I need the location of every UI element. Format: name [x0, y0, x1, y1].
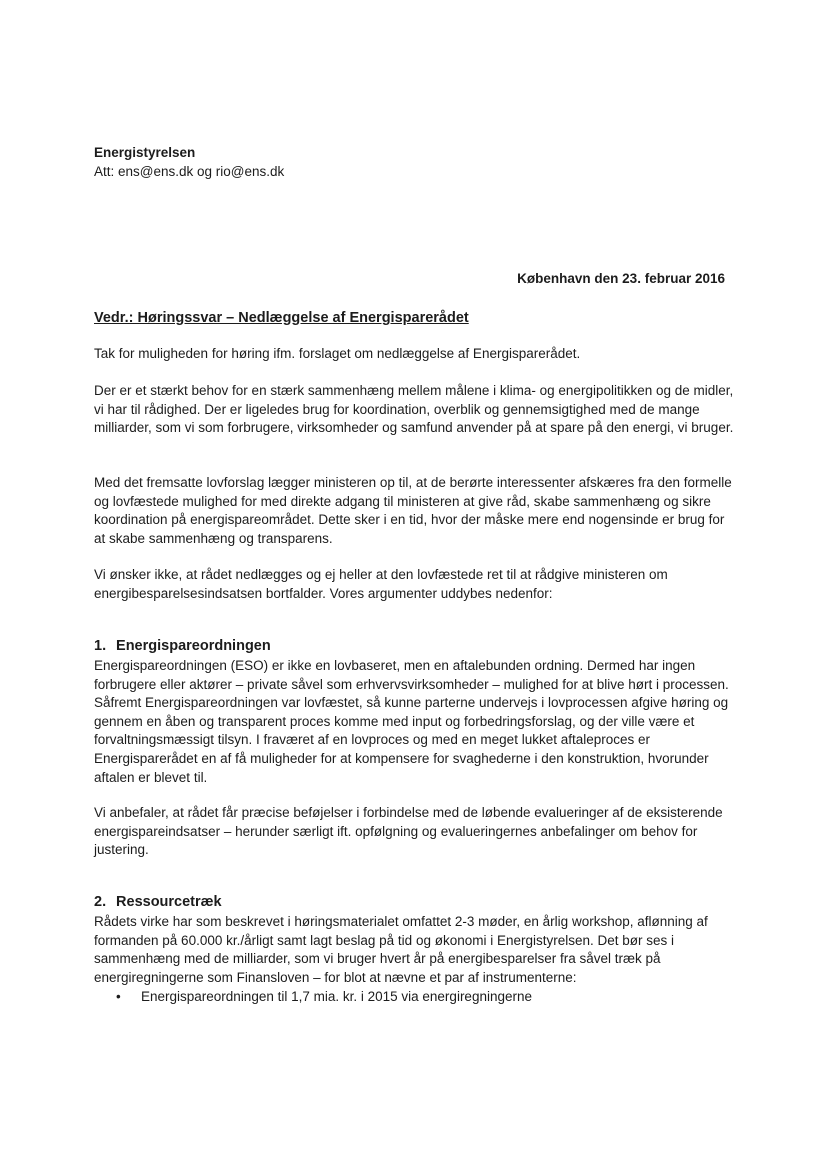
intro-paragraph-4: Vi ønsker ikke, at rådet nedlægges og ej heller at den lovfæstede ret til at rådgive ministeren om energibesparelsesindsatsen bortfalder. Vores argumenter uddybes nedenfor: — [94, 567, 668, 601]
section-number: 1. — [94, 638, 107, 654]
section-1-paragraph-2: Vi anbefaler, at rådet får præcise beføjelser i forbindelse med de løbende evalueringer af de eksisterende energispareindsatser – herunder særligt ift. opfølgning og evalueringernes anbefalinger om behov for justering. — [94, 805, 723, 858]
section-title: Ressourcetræk — [116, 894, 222, 910]
recipient-attention: Att: ens@ens.dk og rio@ens.dk — [94, 164, 285, 179]
intro-paragraph-2: Der er et stærkt behov for en stærk sammenhæng mellem målene i klima- og energipolitikken og de midler, vi har til rådighed. Der er ligeledes brug for koordination, overblik og gennemsigtighed med de mange milliarder, som vi som forbrugere, virksomheder og samfund anvender på at spare på den energi, vi bruger. — [94, 383, 734, 436]
intro-paragraph-3: Med det fremsatte lovforslag lægger ministeren op til, at de berørte interessenter afskæres fra den formelle og lovfæstede mulighed for med direkte adgang til ministeren at give råd, skabe sammenhæng og sikre koordination på energispareområdet. Dette sker i en tid, hvor der måske mere end nogensinde er brug for at skabe sammenhæng og transparens. — [94, 475, 732, 546]
section-1-paragraph-1: Energispareordningen (ESO) er ikke en lovbaseret, men en aftalebunden ordning. Dermed har ingen forbrugere eller aktører – private såvel som erhvervsvirksomheder – mulighed for at blive hørt i processen. Såfremt Energispareordningen var lovfæstet, så kunne parterne undervejs i lovprocessen afgive høring og gennem en åben og transparent proces komme med input og forbedringsforslag, og der ville være et forvaltningsmæssigt tilsyn. I fraværet af en lovproces og med en meget lukket aftaleproces er Energisparerådet en af få muligheder for at kompensere for svaghederne i den konstruktion, hvorunder aftalen er blevet til. — [94, 658, 729, 785]
intro-paragraph-1: Tak for muligheden for høring ifm. forslaget om nedlæggelse af Energisparerådet. — [94, 346, 581, 361]
dateline: København den 23. februar 2016 — [517, 271, 725, 286]
list-item-text: Energispareordningen til 1,7 mia. kr. i 2015 via energiregningerne — [141, 989, 532, 1004]
section-number: 2. — [94, 894, 107, 910]
section-heading-1 — [94, 638, 271, 654]
section-2-paragraph-1: Rådets virke har som beskrevet i høringsmaterialet omfattet 2-3 møder, en årlig workshop, aflønning af formanden på 60.000 kr./årligt samt lagt beslag på tid og økonomi i Energistyrelsen. Det bør ses i sammenhæng med de milliarder, som vi bruger hvert år på energibesparelser fra såvel træk på energiregningerne som Finansloven – for blot at nævne et par af instrumenterne: — [94, 914, 708, 985]
bullet-icon: • — [116, 989, 121, 1004]
recipient-block — [94, 143, 284, 181]
subject-line: Vedr.: Høringssvar – Nedlæggelse af Energisparerådet — [94, 310, 469, 326]
section-heading-2 — [94, 894, 222, 910]
list-item — [116, 988, 532, 1007]
recipient-organization: Energistyrelsen — [94, 145, 196, 160]
section-title: Energispareordningen — [116, 638, 271, 654]
